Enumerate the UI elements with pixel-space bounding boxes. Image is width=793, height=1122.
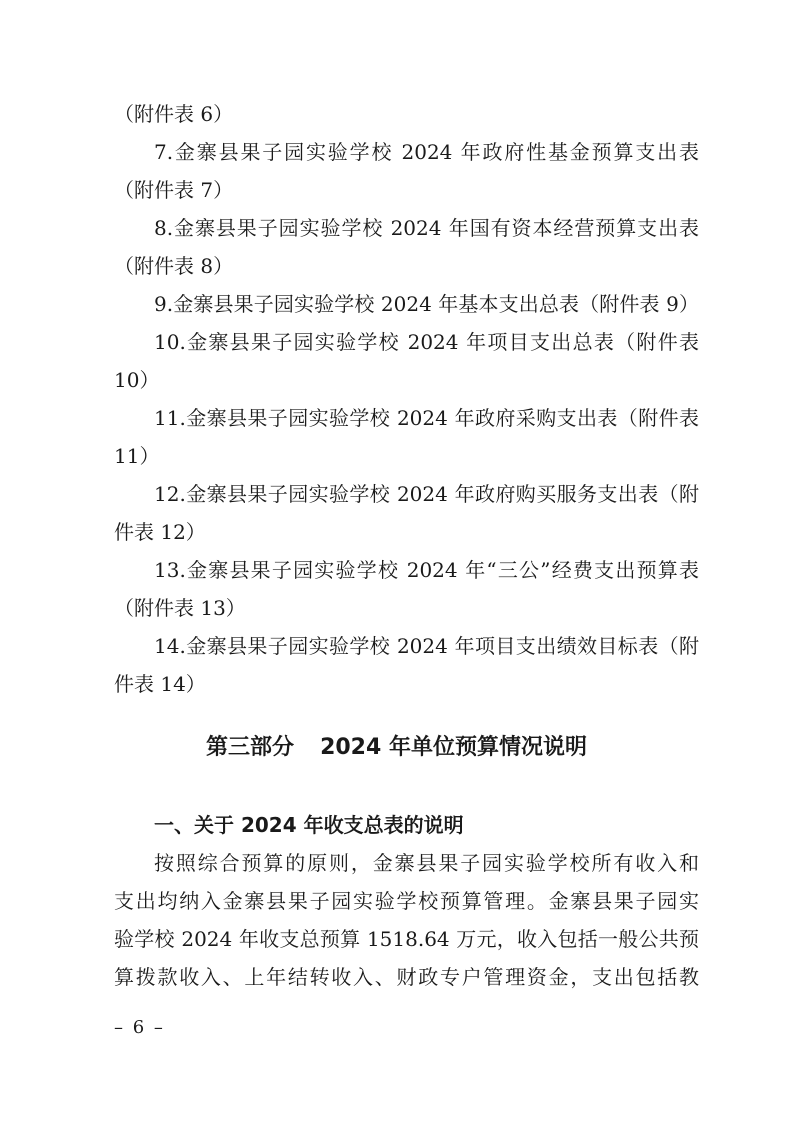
list-line: 7.金寨县果子园实验学校 2024 年政府性基金预算支出表 [154,140,699,164]
section-body [114,806,699,996]
list-line: 10.金寨县果子园实验学校 2024 年项目支出总表（附件表 [154,330,699,354]
paragraph-line: 支出均纳入金寨县果子园实验学校预算管理。金寨县果子园实 [114,889,699,913]
list-line: 14.金寨县果子园实验学校 2024 年项目支出绩效目标表（附 [154,634,699,658]
list-line: 件表 12） [114,520,206,544]
paragraph-line: 验学校 2024 年收支总预算 1518.64 万元，收入包括一般公共预 [114,927,699,951]
section-heading: 一、关于 2024 年收支总表的说明 [154,813,464,837]
part-heading [0,733,793,763]
list-line: （附件表 13） [114,596,246,620]
list-line: （附件表 7） [114,178,234,202]
list-line: 9.金寨县果子园实验学校 2024 年基本支出总表（附件表 9） [154,292,699,316]
list-line: 8.金寨县果子园实验学校 2024 年国有资本经营预算支出表 [154,216,699,240]
part-title: 2024 年单位预算情况说明 [320,735,587,760]
paragraph-line: 按照综合预算的原则，金寨县果子园实验学校所有收入和 [154,851,699,875]
part-label: 第三部分 [206,735,295,760]
list-line: 件表 14） [114,672,206,696]
list-line: 13.金寨县果子园实验学校 2024 年“三公”经费支出预算表 [154,558,699,582]
list-line: 11.金寨县果子园实验学校 2024 年政府采购支出表（附件表 [154,406,699,430]
list-line: （附件表 8） [114,254,234,278]
paragraph-line: 算拨款收入、上年结转收入、财政专户管理资金，支出包括教 [114,965,699,989]
list-line: 12.金寨县果子园实验学校 2024 年政府购买服务支出表（附 [154,482,699,506]
page-number: – 6 – [114,1017,165,1038]
attachment-list [114,95,699,703]
list-line: 11） [114,444,160,468]
list-line: （附件表 6） [114,102,234,126]
list-line: 10） [114,368,160,392]
